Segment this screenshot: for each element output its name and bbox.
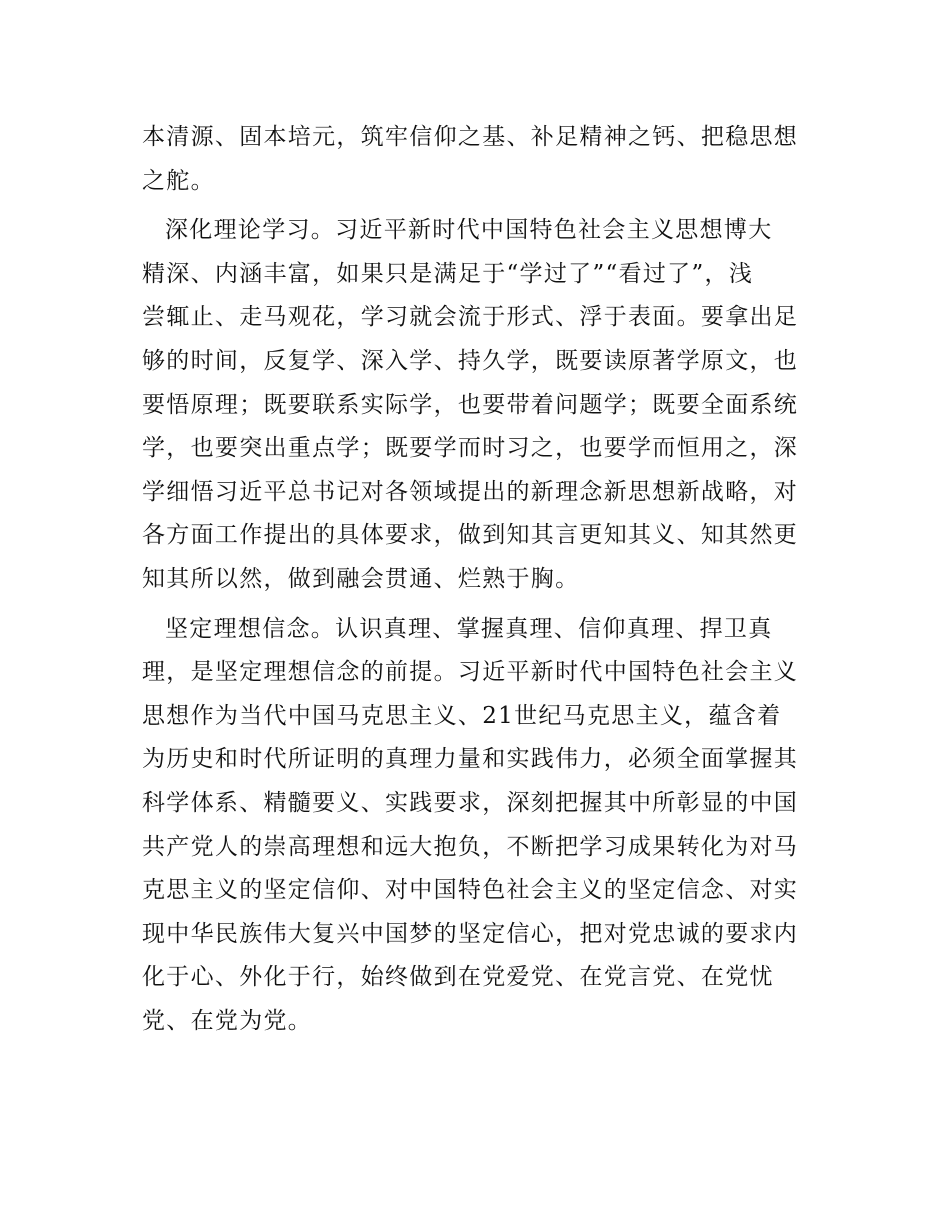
text-line: 要悟原理；既要联系实际学，也要带着问题学；既要全面系统	[142, 391, 799, 418]
document-body	[142, 116, 812, 1049]
text-line: 克思主义的坚定信仰、对中国特色社会主义的坚定信念、对实	[142, 877, 799, 904]
text-line: 党、在党为党。	[142, 1007, 313, 1034]
text-line: 坚定理想信念。认识真理、掌握真理、信仰真理、捍卫真	[165, 615, 773, 642]
text-line: 理，是坚定理想信念的前提。习近平新时代中国特色社会主义	[142, 659, 799, 686]
text-line: 共产党人的崇高理想和远大抱负，不断把学习成果转化为对马	[142, 833, 799, 860]
text-line: 思想作为当代中国马克思主义、21世纪马克思主义，蕴含着	[142, 702, 782, 729]
text-line: 现中华民族伟大复兴中国梦的坚定信心，把对党忠诚的要求内	[142, 920, 799, 947]
text-line: 够的时间，反复学、深入学、持久学，既要读原著学原文，也	[142, 347, 799, 374]
text-line: 各方面工作提出的具体要求，做到知其言更知其义、知其然更	[142, 522, 799, 549]
text-line: 深化理论学习。习近平新时代中国特色社会主义思想博大	[165, 217, 773, 244]
text-line: 尝辄止、走马观花，学习就会流于形式、浮于表面。要拿出足	[142, 304, 799, 331]
text-line: 之舵。	[142, 167, 215, 194]
text-line: 科学体系、精髓要义、实践要求，深刻把握其中所彰显的中国	[142, 789, 799, 816]
text-line: 学，也要突出重点学；既要学而时习之，也要学而恒用之，深	[142, 435, 799, 462]
text-line: 精深、内涵丰富，如果只是满足于“学过了”“看过了”，浅	[142, 260, 754, 287]
text-line: 为历史和时代所证明的真理力量和实践伟力，必须全面掌握其	[142, 746, 799, 773]
paragraph-theory-study	[142, 209, 812, 601]
paragraph-ideals-belief	[142, 608, 812, 1044]
text-line: 学细悟习近平总书记对各领域提出的新理念新思想新战略，对	[142, 478, 799, 505]
text-line: 本清源、固本培元，筑牢信仰之基、补足精神之钙、把稳思想	[142, 124, 799, 150]
text-line: 知其所以然，做到融会贯通、烂熟于胸。	[142, 565, 580, 592]
paragraph-intro-continuation	[142, 116, 812, 203]
text-line: 化于心、外化于行，始终做到在党爱党、在党言党、在党忧	[142, 964, 774, 991]
